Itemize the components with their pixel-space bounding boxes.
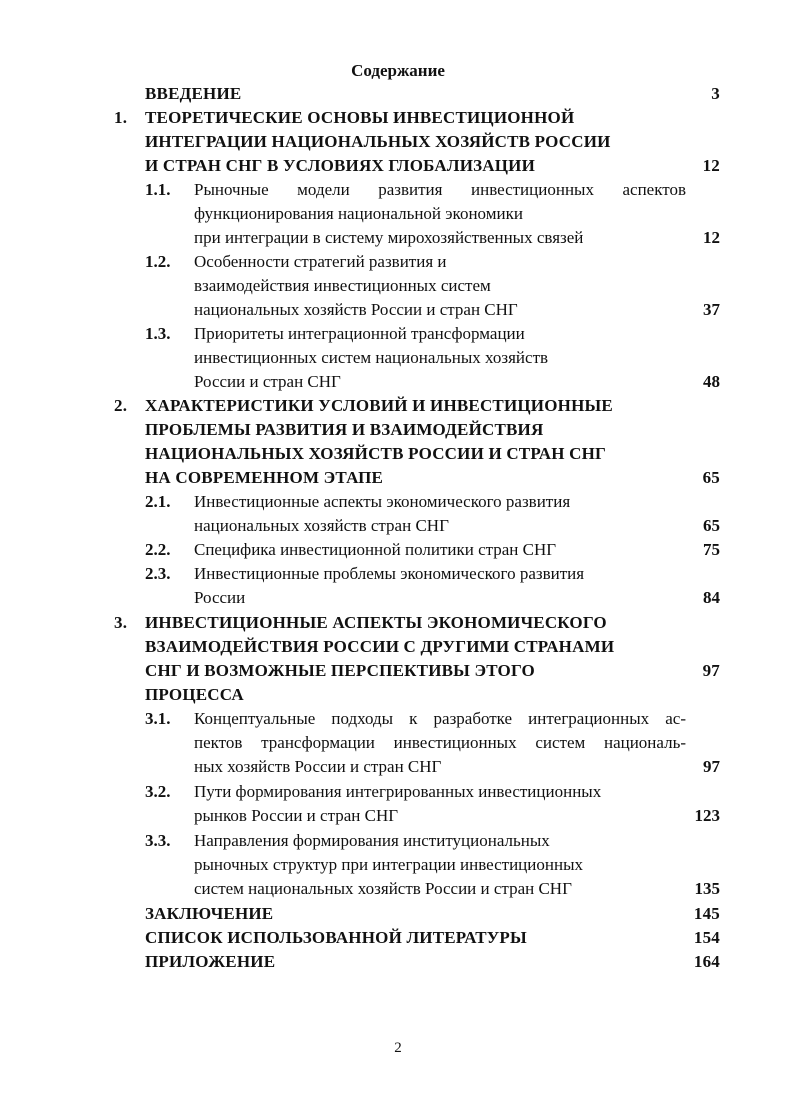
toc-section-3-2 [0,780,796,804]
toc-section-1-2 [0,250,796,274]
toc-text: ПРИЛОЖЕНИЕ [145,952,276,971]
toc-text: национальных хозяйств России и стран СНГ [194,300,518,319]
toc-page: 123 [694,806,720,825]
toc-line [0,274,796,298]
toc-text: Концептуальные подходы к разработке интеграционных ас- [194,709,686,728]
toc-text: России [194,588,246,607]
toc-text: ПРОЦЕССА [145,685,244,704]
toc-text: рыночных структур при интеграции инвестиционных [194,855,583,874]
toc-text: функционирования национальной экономики [194,204,523,223]
toc-text: И СТРАН СНГ В УСЛОВИЯХ ГЛОБАЛИЗАЦИИ [145,156,536,175]
toc-page: 97 [703,757,720,776]
toc-text: НА СОВРЕМЕННОМ ЭТАПЕ [145,468,384,487]
toc-number: 2.2. [145,540,171,559]
toc-page: 12 [702,156,720,175]
toc-number: 2.3. [145,564,171,583]
toc-line [0,202,796,226]
toc-line [0,298,796,322]
toc-text: взаимодействия инвестиционных систем [194,276,491,295]
toc-text: ИНВЕСТИЦИОННЫЕ АСПЕКТЫ ЭКОНОМИЧЕСКОГО [145,613,607,632]
toc-page: 97 [702,661,720,680]
toc-text: Пути формирования интегрированных инвестиционных [194,782,602,801]
toc-number: 1.1. [145,180,171,199]
toc-text: ЗАКЛЮЧЕНИЕ [145,904,274,923]
toc-entry-appendix [0,950,796,974]
toc-text: России и стран СНГ [194,372,341,391]
toc-line [0,683,796,707]
toc-page: 154 [693,928,720,947]
toc-line [0,514,796,538]
toc-text: пектов трансформации инвестиционных систем националь- [194,733,686,752]
toc-chapter-2 [0,394,796,418]
toc-text: при интеграции в систему мирохозяйственных связей [194,228,584,247]
toc-section-1-1 [0,178,796,202]
toc-line [0,130,796,154]
toc-text: национальных хозяйств стран СНГ [194,516,449,535]
toc-line [0,466,796,490]
toc-section-2-1 [0,490,796,514]
toc-line [0,877,796,901]
toc-line [0,755,796,779]
toc-text: Приоритеты интеграционной трансформации [194,324,525,343]
toc-line [0,586,796,610]
toc-number: 3.3. [145,831,171,850]
toc-line [0,804,796,828]
toc-line [0,418,796,442]
toc-entry-introduction [0,82,796,106]
toc-number: 3. [114,613,128,632]
toc-number: 3.2. [145,782,171,801]
toc-text: Специфика инвестиционной политики стран СНГ [194,540,557,559]
toc-text: систем национальных хозяйств России и стран СНГ [194,879,572,898]
page-number: 2 [394,1040,402,1056]
page-title: Содержание [351,61,445,80]
toc-page: 3 [711,84,720,103]
toc-page: 37 [703,300,720,319]
toc-section-2-3 [0,562,796,586]
toc-line [0,659,796,683]
toc-page: 65 [702,468,720,487]
toc-number: 3.1. [145,709,171,728]
toc-text: рынков России и стран СНГ [194,806,399,825]
toc-text: Направления формирования институциональных [194,831,550,850]
toc-page: 65 [703,516,720,535]
toc-line [0,346,796,370]
toc-section-1-3 [0,322,796,346]
toc-entry-references [0,926,796,950]
toc-section-3-1 [0,707,796,731]
toc-page: 135 [694,879,720,898]
toc-section-2-2 [0,538,796,562]
toc-line [0,853,796,877]
toc-text: ПРОБЛЕМЫ РАЗВИТИЯ И ВЗАИМОДЕЙСТВИЯ [145,420,544,439]
toc-page: 84 [703,588,720,607]
toc-page: 75 [703,540,720,559]
toc-line [0,370,796,394]
toc-entry-conclusion [0,902,796,926]
toc-number: 1.3. [145,324,171,343]
toc-text: Инвестиционные проблемы экономического развития [194,564,585,583]
toc-text: ИНТЕГРАЦИИ НАЦИОНАЛЬНЫХ ХОЗЯЙСТВ РОССИИ [145,132,611,151]
toc-text: ТЕОРЕТИЧЕСКИЕ ОСНОВЫ ИНВЕСТИЦИОННОЙ [145,108,575,127]
toc-number: 1.2. [145,252,171,271]
toc-text: ВЗАИМОДЕЙСТВИЯ РОССИИ С ДРУГИМИ СТРАНАМИ [145,637,615,656]
toc-text: ВВЕДЕНИЕ [145,84,242,103]
toc-text: ных хозяйств России и стран СНГ [194,757,442,776]
toc-number: 2.1. [145,492,171,511]
toc-text: СНГ И ВОЗМОЖНЫЕ ПЕРСПЕКТИВЫ ЭТОГО [145,661,535,680]
toc-number: 1. [114,108,128,127]
toc-page: 12 [703,228,720,247]
toc-text: Инвестиционные аспекты экономического развития [194,492,571,511]
toc-number: 2. [114,396,128,415]
toc-page: 164 [693,952,720,971]
toc-line [0,442,796,466]
toc-text: Рыночные модели развития инвестиционных аспектов [194,180,686,199]
toc-chapter-1 [0,106,796,130]
toc-line [0,731,796,755]
toc-text: ХАРАКТЕРИСТИКИ УСЛОВИЙ И ИНВЕСТИЦИОННЫЕ [145,396,613,415]
toc-text: Особенности стратегий развития и [194,252,447,271]
toc-page: 48 [703,372,720,391]
toc-page: 145 [693,904,720,923]
toc-text: инвестиционных систем национальных хозяйств [194,348,549,367]
toc-text: СПИСОК ИСПОЛЬЗОВАННОЙ ЛИТЕРАТУРЫ [145,928,527,947]
toc-text: НАЦИОНАЛЬНЫХ ХОЗЯЙСТВ РОССИИ И СТРАН СНГ [145,444,607,463]
toc-section-3-3 [0,829,796,853]
toc-line [0,635,796,659]
toc-line [0,226,796,250]
toc-chapter-3 [0,611,796,635]
toc-line [0,154,796,178]
